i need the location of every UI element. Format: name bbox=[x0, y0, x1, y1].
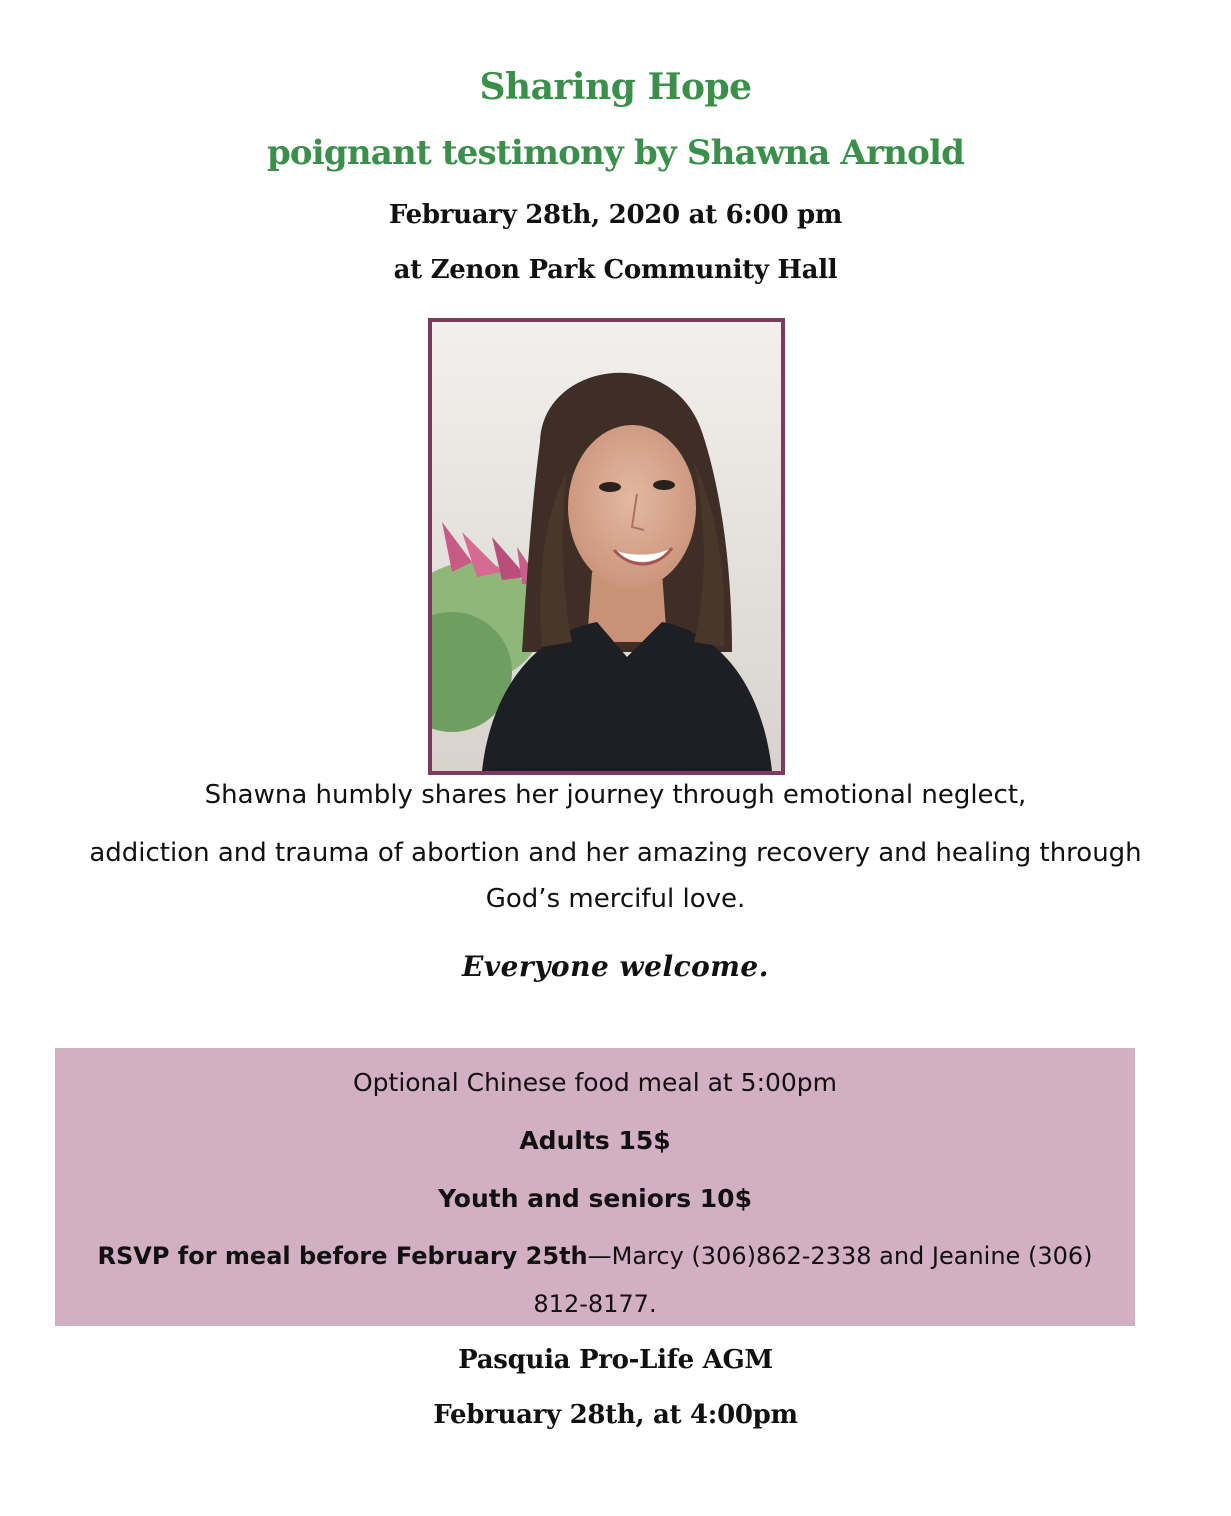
agm-title: Pasquia Pro-Life AGM bbox=[458, 1345, 773, 1375]
meal-line: Optional Chinese food meal at 5:00pm bbox=[352, 1068, 838, 1097]
youth-seniors-price: Youth and seniors 10$ bbox=[438, 1184, 752, 1213]
event-date: February 28th, 2020 at 6:00 pm bbox=[388, 200, 843, 230]
rsvp-line bbox=[55, 1242, 1135, 1270]
welcome-text: Everyone welcome. bbox=[461, 950, 769, 983]
meal-info-box bbox=[55, 1048, 1135, 1326]
flyer-title: Sharing Hope bbox=[479, 66, 752, 108]
rsvp-contacts: —Marcy (306)862-2338 and Jeanine (306) bbox=[587, 1242, 1093, 1270]
adults-price: Adults 15$ bbox=[519, 1126, 671, 1155]
agm-date: February 28th, at 4:00pm bbox=[433, 1400, 798, 1430]
event-venue: at Zenon Park Community Hall bbox=[393, 255, 838, 285]
speaker-photo bbox=[428, 318, 785, 775]
flyer-subtitle: poignant testimony by Shawna Arnold bbox=[266, 133, 965, 173]
description-line: addiction and trauma of abortion and her amazing recovery and healing through bbox=[89, 838, 1142, 868]
description-line: God’s merciful love. bbox=[485, 884, 746, 914]
rsvp-contacts-continued: 812-8177. bbox=[533, 1290, 657, 1318]
rsvp-deadline: RSVP for meal before February 25th bbox=[97, 1242, 588, 1270]
description-line: Shawna humbly shares her journey through emotional neglect, bbox=[204, 780, 1027, 810]
